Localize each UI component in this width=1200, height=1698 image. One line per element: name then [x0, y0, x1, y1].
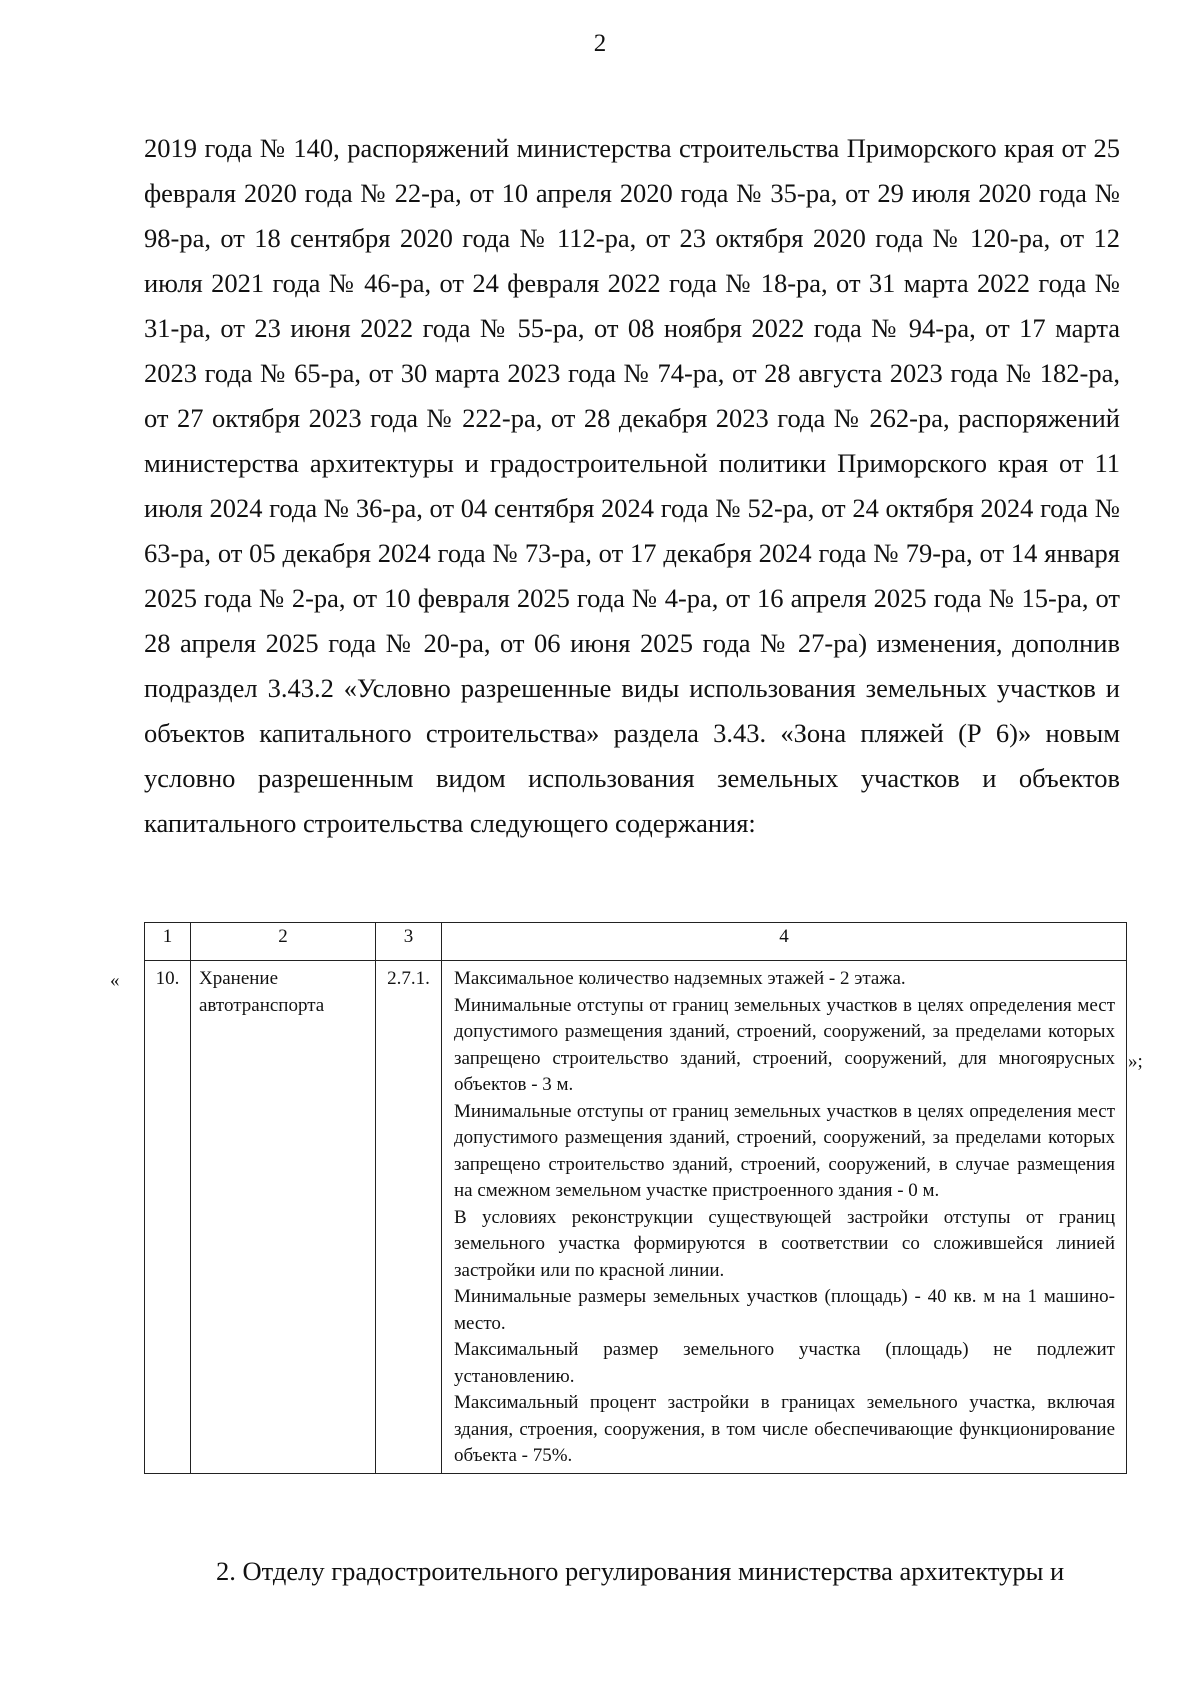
header-cell: 2: [191, 923, 376, 961]
table-header-row: [145, 923, 1127, 961]
parameter-item: Минимальные размеры земельных участков (площадь) - 40 кв. м на 1 машино-место.: [454, 1286, 1115, 1334]
header-cell: 1: [145, 923, 191, 961]
header-cell: 3: [376, 923, 442, 961]
land-use-code: 2.7.1.: [376, 961, 442, 1474]
parameter-item: Максимальное количество надземных этажей - 2 этажа.: [454, 968, 906, 989]
table-row: [145, 961, 1127, 1474]
parameter-item: Максимальный размер земельного участка (площадь) не подлежит установлению.: [454, 1339, 1115, 1387]
quote-open-mark: «: [110, 970, 120, 991]
header-cell: 4: [442, 923, 1127, 961]
clause-2-text: 2. Отделу градостроительного регулирования министерства архитектуры и: [216, 1556, 1065, 1586]
page-number: 2: [593, 30, 607, 57]
quote-close-mark: »;: [1128, 1051, 1143, 1072]
parameter-item: Минимальные отступы от границ земельных участков в целях определения мест допустимого размещения зданий, строений, сооружений, за пределами которых запрещено строительство зданий, строений, сооружений, для многоярусных объектов - 3 м.: [454, 994, 1115, 1095]
land-use-parameters: [442, 961, 1127, 1474]
parameter-item: Максимальный процент застройки в границах земельного участка, включая здания, строения, сооружения, в том числе обеспечивающие функционирование объекта - 75%.: [454, 1392, 1115, 1466]
intro-paragraph: 2019 года № 140, распоряжений министерства строительства Приморского края от 25 февраля 2020 года № 22-ра, от 10 апреля 2020 года № 35-ра, от 29 июля 2020 года № 98-ра, от 18 сентября 2020 года № 112-ра, от 23 октября 2020 года № 120-ра, от 12 июля 2021 года № 46-ра, от 24 февраля 2022 года № 18-ра, от 31 марта 2022 года № 31-ра, от 23 июня 2022 года № 55-ра, от 08 ноября 2022 года № 94-ра, от 17 марта 2023 года № 65-ра, от 30 марта 2023 года № 74-ра, от 28 августа 2023 года № 182-ра, от 27 октября 2023 года № 222-ра, от 28 декабря 2023 года № 262-ра, распоряжений министерства архитектуры и градостроительной политики Приморского края от 11 июля 2024 года № 36-ра, от 04 сентября 2024 года № 52-ра, от 24 октября 2024 года № 63-ра, от 05 декабря 2024 года № 73-ра, от 17 декабря 2024 года № 79-ра, от 14 января 2025 года № 2-ра, от 10 февраля 2025 года № 4-ра, от 16 апреля 2025 года № 15-ра, от 28 апреля 2025 года № 20-ра, от 06 июня 2025 года № 27-ра) изменения, дополнив подраздел 3.43.2 «Условно разрешенные виды использования земельных участков и объектов капитального строительства» раздела 3.43. «Зона пляжей (Р 6)» новым условно разрешенным видом использования земельных участков и объектов капитального строительства следующего содержания:: [144, 133, 1120, 838]
row-number: 10.: [145, 961, 191, 1474]
land-use-name: Хранение автотранспорта: [191, 961, 376, 1474]
parameter-item: Минимальные отступы от границ земельных участков в целях определения мест допустимого размещения зданий, строений, сооружений, за пределами которых запрещено строительство зданий, строений, сооружений, в случае размещения на смежном земельном участке пристроенного здания - 0 м.: [454, 1100, 1115, 1201]
parameter-item: В условиях реконструкции существующей застройки отступы от границ земельного участка формируются в соответствии со сложившейся линией застройки или по красной линии.: [454, 1206, 1115, 1281]
land-use-table: [144, 922, 1127, 1474]
